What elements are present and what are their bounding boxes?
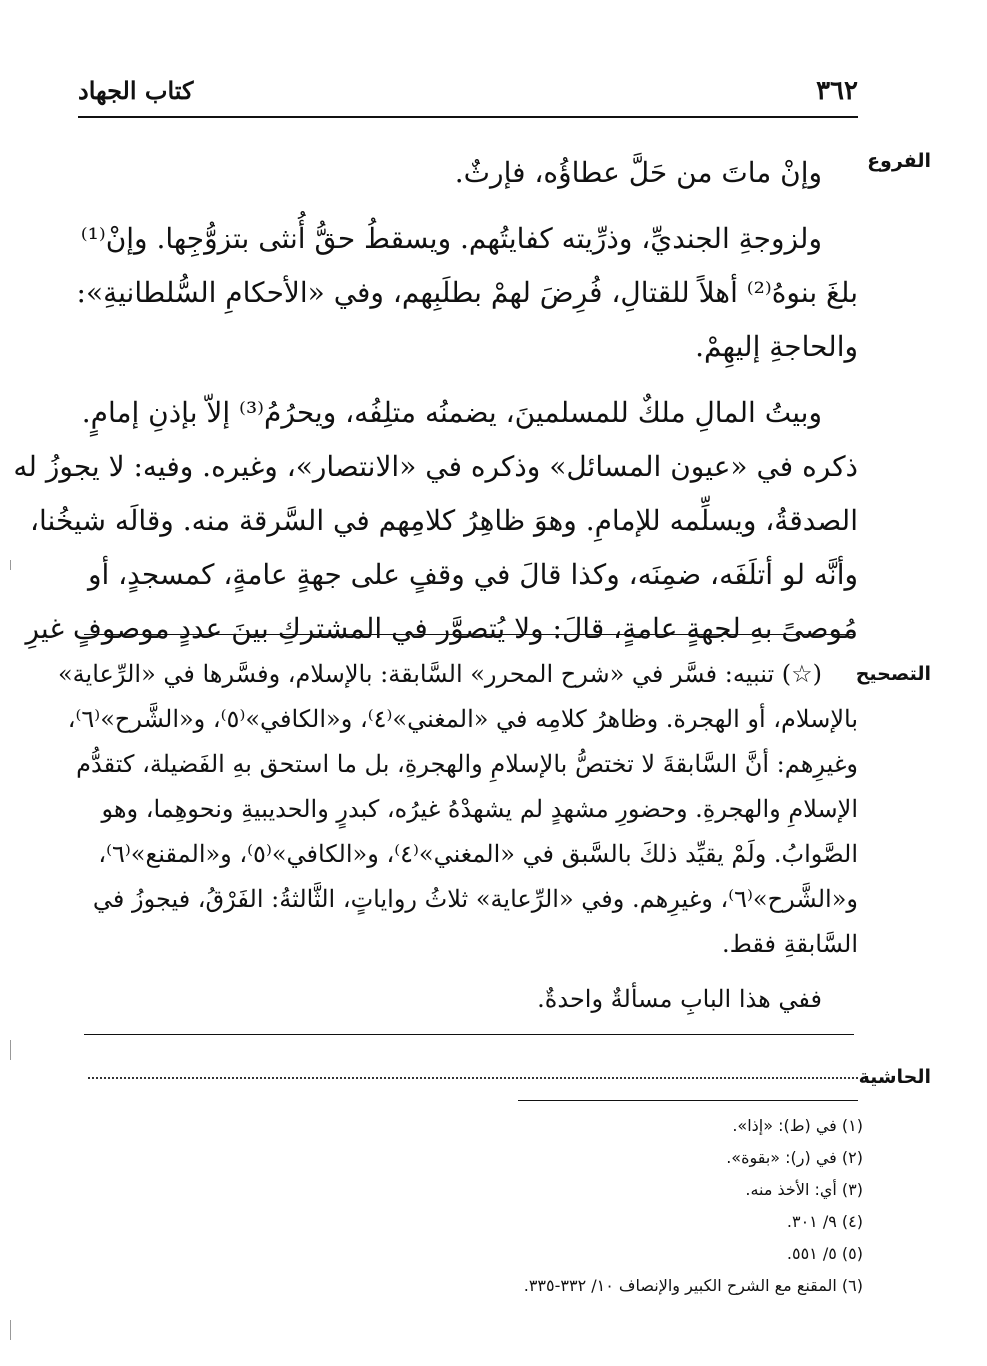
tashih-line: الإسلامِ والهجرةِ. وحضورِ مشهدٍ لم يشهدْهُ غيرُه، كبدرٍ والحديبيةِ ونحوهِما، وهو (101, 795, 858, 823)
tashih-line: الصَّوابُ. ولَمْ يقيِّد ذلكَ بالسَّبق في «المغني»⁽٤⁾، و«الكافي»⁽٥⁾، و«المقنع»⁽٦⁾، (98, 840, 858, 868)
tashih-line: السَّابقةِ فقط. (721, 930, 858, 958)
footnote-item: (٤) ٩/ ٣٠١. (786, 1212, 863, 1231)
furu-line: ذكره في «عيون المسائل» وذكره في «الانتصار»، وغيره. وفيه: لا يجوزُ له (13, 450, 858, 483)
scan-mark (10, 1320, 11, 1340)
furu-line: وإنْ ماتَ من حَلَّ عطاؤُه، فإرثٌ. (454, 156, 822, 189)
furu-text (13, 146, 858, 656)
section-divider (84, 634, 854, 635)
footnotes (343, 1110, 863, 1302)
page-number: ٣٦٢ (816, 76, 858, 106)
tashih-text (57, 652, 858, 1022)
footnote-item: (٥) ٥/ ٥٥١. (786, 1244, 863, 1263)
tashih-line: بالإسلام، أو الهجرة. وظاهرُ كلامِه في «المغني»⁽٤⁾، و«الكافي»⁽٥⁾، و«الشَّرح»⁽٦⁾، (67, 705, 858, 733)
footnote-item: (١) في (ط): «إذا». (732, 1116, 863, 1135)
footnote-rule (518, 1100, 858, 1101)
tashih-line: وغيرِهم: أنَّ السَّابقةَ لا تختصُّ بالإسلامِ والهجرةِ، بل ما استحق بهِ الفَضيلة، كتقدُّم (76, 750, 858, 778)
footnote-item: (٦) المقنع مع الشرح الكبير والإنصاف ١٠/ ٣٣٢-٣٣٥. (523, 1276, 863, 1295)
tashih-line: و«الشَّرح»⁽٦⁾، وغيرِهم. وفي «الرِّعاية» ثلاثُ رواياتٍ، الثَّالثةُ: الفَرْقُ، فيجوزُ في (92, 885, 858, 913)
footnote-item: (٣) أي: الأخذ منه. (745, 1180, 863, 1199)
furu-line: وأنَّه لو أتلَفَه، ضمِنَه، وكذا قالَ في وقفٍ على جهةٍ عامةٍ، كمسجدٍ، أو (87, 558, 858, 591)
section-label-hashiya: الحاشية (858, 1066, 931, 1088)
scan-mark (10, 1040, 11, 1060)
footnote-item: (٢) في (ر): «بقوة». (726, 1148, 863, 1167)
tashih-closing: ففي هذا البابِ مسألةٌ واحدةٌ. (537, 985, 822, 1013)
furu-line: والحاجةِ إليهِمْ. (695, 330, 858, 363)
section-label-tashih: التصحيح (855, 663, 931, 685)
furu-line: ولزوجةِ الجنديِّ، وذرِّيته كفايتُهم. ويسقطُ حقُّ أُنثى بتزوُّجِها. وإنْ⁽¹⁾ (80, 222, 822, 255)
section-divider (84, 1034, 854, 1035)
dotted-separator (88, 1077, 858, 1079)
furu-line: مُوصىً بهِ لجهةٍ عامةٍ، قالَ: ولا يُتصوَّر في المشتركِ بينَ عددٍ موصوفٍ غيرِ (25, 612, 858, 645)
furu-line: وبيتُ المالِ ملكٌ للمسلمينَ، يضمنُه متلِفُه، ويحرُمُ⁽³⁾ إلاّ بإذنِ إمامٍ. (81, 396, 822, 429)
scan-mark (10, 560, 11, 570)
furu-line: الصدقةُ، ويسلِّمه للإمامِ. وهوَ ظاهِرُ كلامِهم في السَّرقة منه. وقالَه شيخُنا، (29, 504, 858, 537)
tashih-line: (☆) تنبيه: فسَّر في «شرح المحرر» السَّابقة: بالإسلام، وفسَّرها في «الرِّعاية» (57, 660, 822, 688)
chapter-title: كتاب الجهاد (78, 76, 194, 105)
furu-line: بلغَ بنوهُ⁽²⁾ أهلاً للقتالِ، فُرِضَ لهمْ بطلَبِهم، وفي «الأحكامِ السُّلطانيةِ»: (76, 276, 858, 309)
running-header (78, 72, 858, 118)
section-label-furu: الفروع (867, 150, 931, 172)
